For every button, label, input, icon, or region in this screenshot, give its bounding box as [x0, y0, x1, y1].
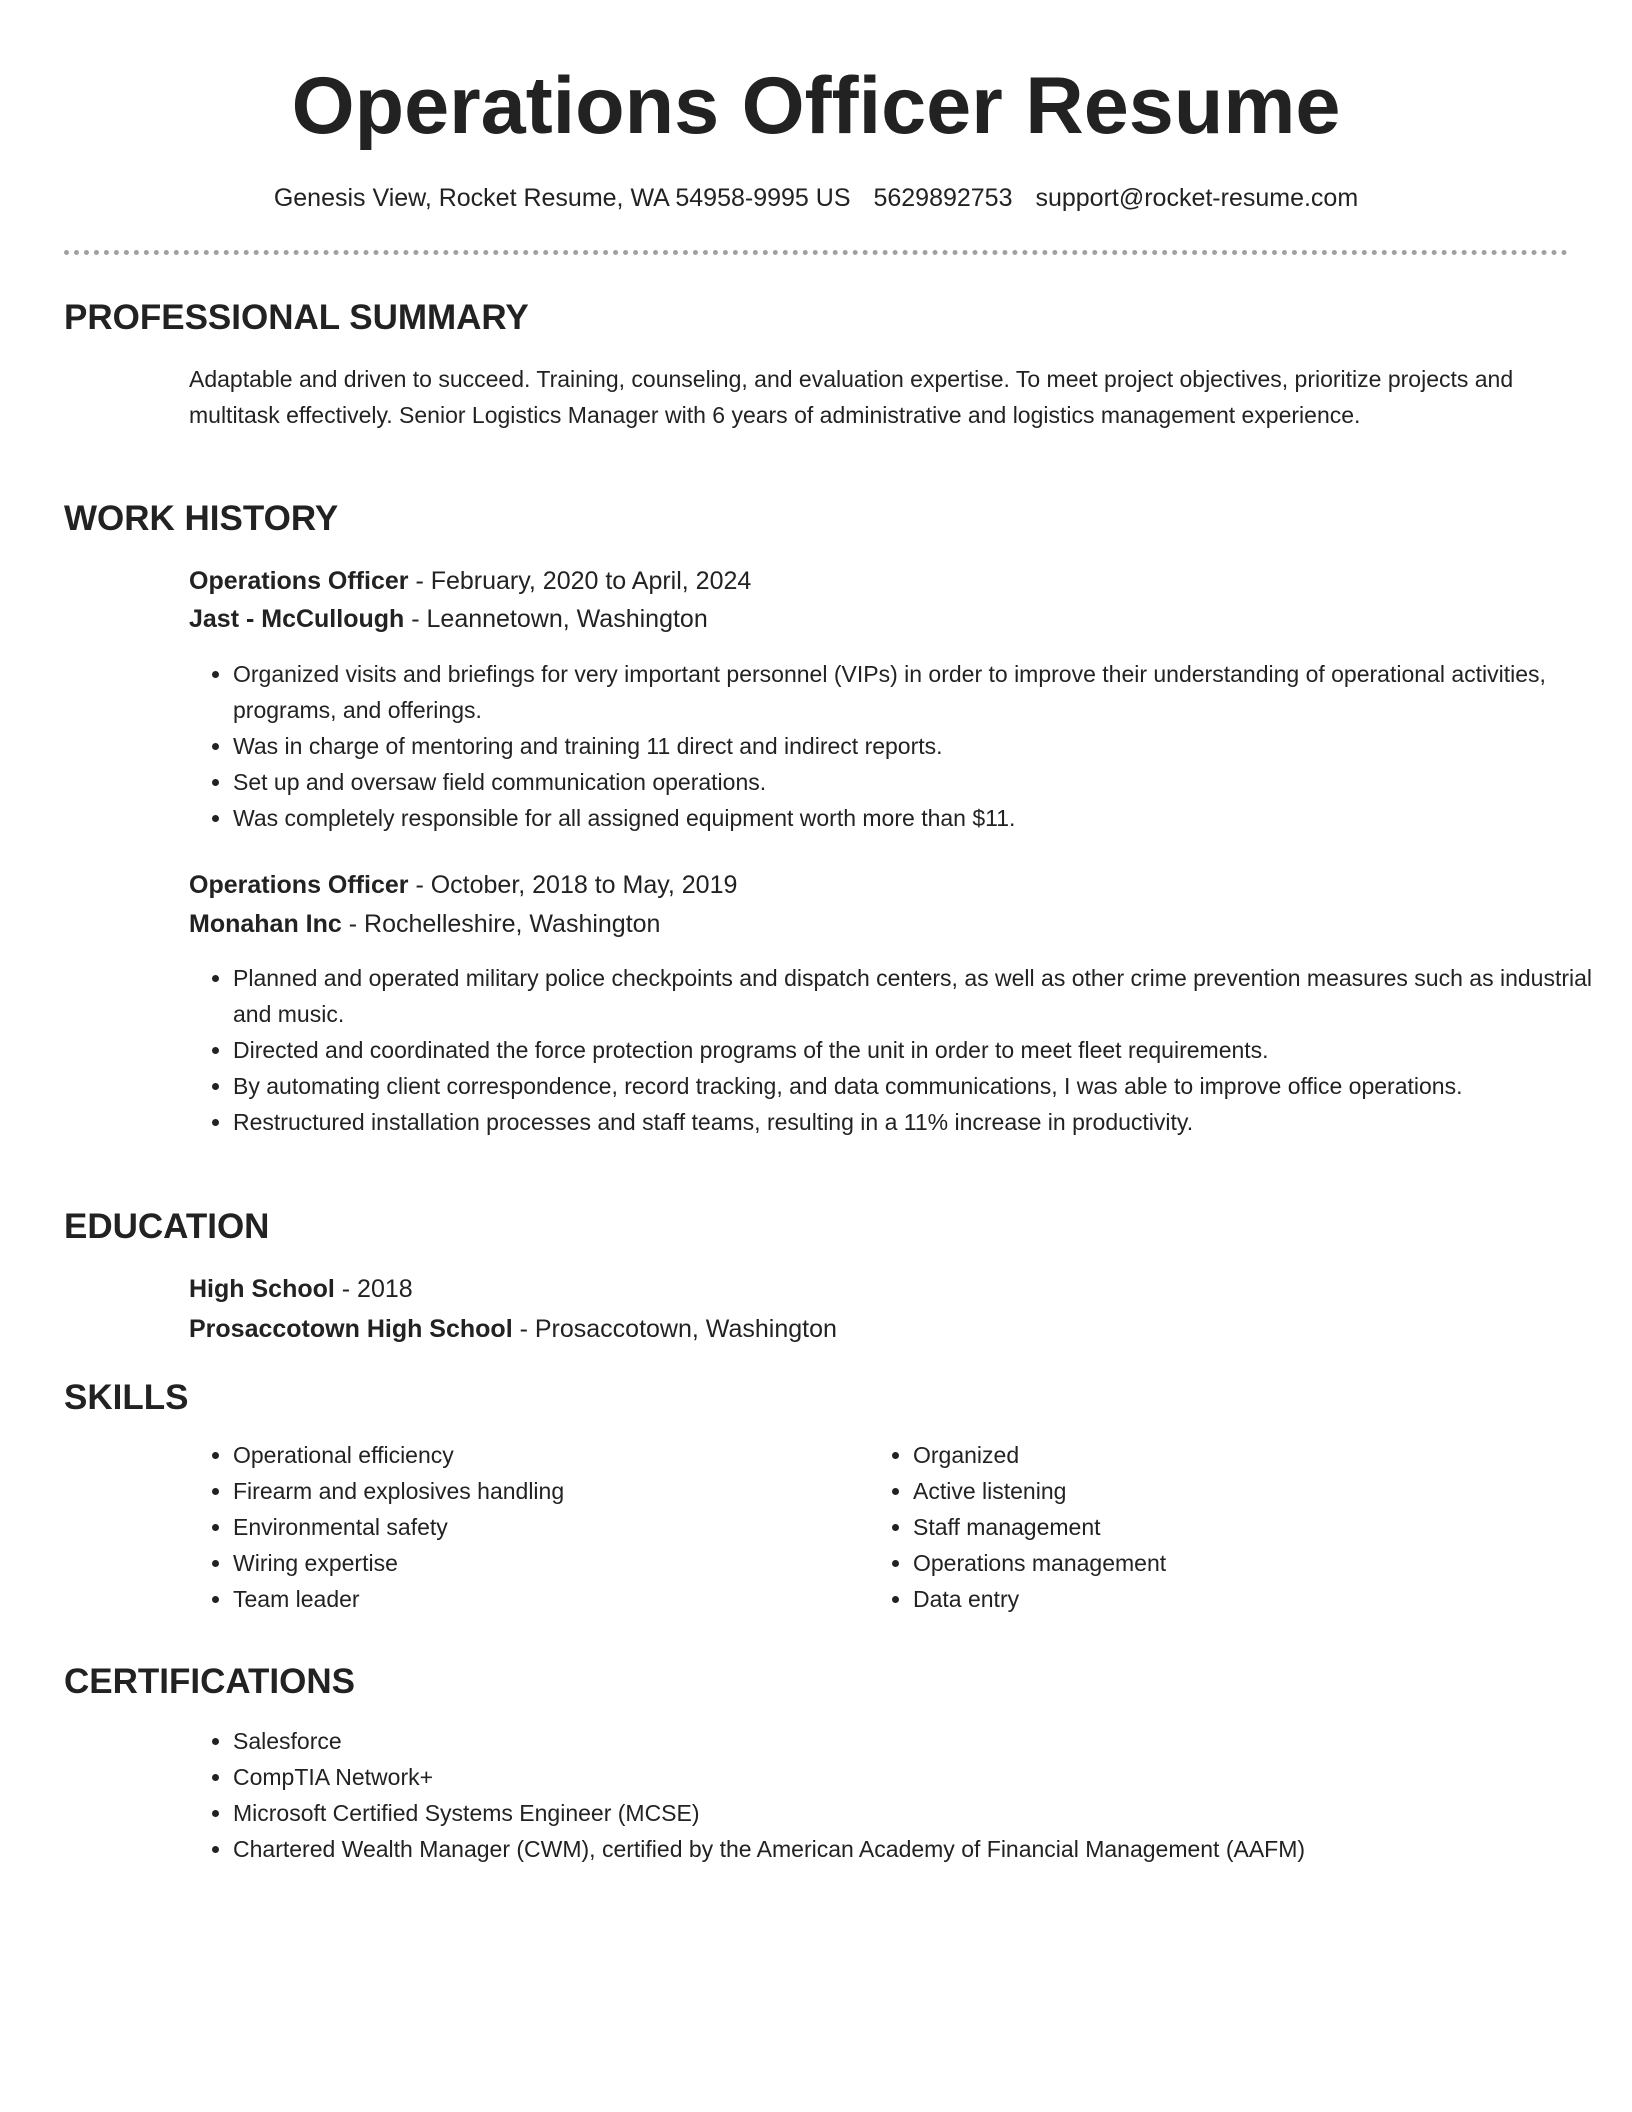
skill-item: • Environmental safety: [233, 1509, 833, 1545]
skill-item: • Staff management: [913, 1509, 1513, 1545]
job-company: Jast - McCullough: [189, 605, 405, 633]
summary-heading: PROFESSIONAL SUMMARY: [64, 298, 529, 337]
skill-item: • Operational efficiency: [233, 1437, 833, 1473]
contact-email: support@rocket-resume.com: [1035, 184, 1359, 212]
job-bullet: • Directed and coordinated the force protection programs of the unit in order to meet fleet requirements.: [233, 1032, 1613, 1068]
job-company: Monahan Inc: [189, 910, 342, 938]
education-year: - 2018: [334, 1275, 413, 1303]
job-title: Operations Officer: [189, 567, 409, 595]
job-bullet: • Organized visits and briefings for very important personnel (VIPs) in order to improve their understanding of operational activities, programs, and offerings.: [233, 656, 1613, 728]
skills-list-right: [869, 1437, 1513, 1617]
certification-item: • Chartered Wealth Manager (CWM), certified by the American Academy of Financial Management (AAFM): [233, 1831, 1613, 1867]
job-title-line: [189, 866, 737, 904]
skill-item: • Operations management: [913, 1545, 1513, 1581]
education-school: Prosaccotown High School: [189, 1315, 513, 1343]
job-bullets: [189, 960, 1613, 1140]
job-company-line: [189, 600, 708, 638]
job-company-line: [189, 905, 660, 943]
summary-text: Adaptable and driven to succeed. Training, counseling, and evaluation expertise. To meet project objectives, prioritize projects and multitask effectively. Senior Logistics Manager with 6 years of administrative and logistics management experience.: [189, 366, 1514, 428]
skills-heading: SKILLS: [64, 1378, 189, 1417]
job-dates: - February, 2020 to April, 2024: [408, 567, 752, 595]
education-school-line: [189, 1310, 837, 1348]
work-history-heading: WORK HISTORY: [64, 499, 339, 538]
skill-item: • Data entry: [913, 1581, 1513, 1617]
contact-phone: 5629892753: [873, 184, 1013, 212]
job-bullet: • Planned and operated military police checkpoints and dispatch centers, as well as other crime prevention measures such as industrial and music.: [233, 960, 1613, 1032]
education-location: - Prosaccotown, Washington: [512, 1315, 837, 1343]
job-title: Operations Officer: [189, 871, 409, 899]
page-title: Operations Officer Resume: [291, 61, 1341, 151]
education-heading: EDUCATION: [64, 1207, 270, 1246]
contact-info: [64, 180, 1568, 216]
certification-item: • Microsoft Certified Systems Engineer (MCSE): [233, 1795, 1613, 1831]
certification-item: • CompTIA Network+: [233, 1759, 1613, 1795]
job-bullets: [189, 656, 1613, 836]
job-bullet: • Set up and oversaw field communication operations.: [233, 764, 1613, 800]
skills-list-left: [189, 1437, 833, 1617]
job-bullet: • Was in charge of mentoring and training 11 direct and indirect reports.: [233, 728, 1613, 764]
skill-item: • Firearm and explosives handling: [233, 1473, 833, 1509]
header-divider: [64, 250, 1568, 255]
job-bullet: • By automating client correspondence, record tracking, and data communications, I was able to improve office operations.: [233, 1068, 1613, 1104]
job-bullet: • Restructured installation processes and staff teams, resulting in a 11% increase in productivity.: [233, 1104, 1613, 1140]
job-bullet: • Was completely responsible for all assigned equipment worth more than $11.: [233, 800, 1613, 836]
job-dates: - October, 2018 to May, 2019: [408, 871, 738, 899]
skill-item: • Team leader: [233, 1581, 833, 1617]
skill-item: • Active listening: [913, 1473, 1513, 1509]
job-title-line: [189, 562, 751, 600]
education-degree: High School: [189, 1275, 335, 1303]
job-location: - Rochelleshire, Washington: [341, 910, 661, 938]
certifications-list: [189, 1723, 1613, 1867]
skill-item: • Wiring expertise: [233, 1545, 833, 1581]
certifications-heading: CERTIFICATIONS: [64, 1662, 356, 1701]
certification-item: • Salesforce: [233, 1723, 1613, 1759]
job-location: - Leannetown, Washington: [404, 605, 708, 633]
skill-item: • Organized: [913, 1437, 1513, 1473]
contact-address: Genesis View, Rocket Resume, WA 54958-9995 US: [273, 184, 851, 212]
education-degree-line: [189, 1270, 413, 1308]
